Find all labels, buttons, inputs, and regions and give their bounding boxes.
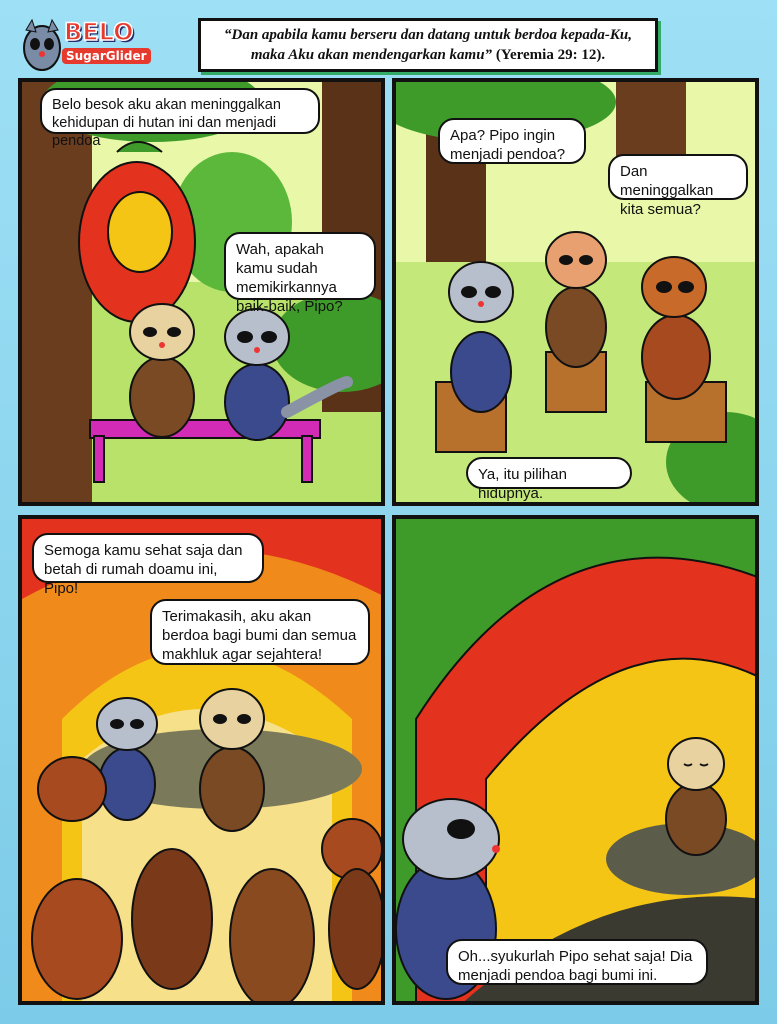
speech-bubble-chipmunk-1 xyxy=(438,118,586,164)
panel-4-scene xyxy=(396,519,759,1005)
speech-bubble-belo xyxy=(224,232,376,315)
panel-3 xyxy=(18,515,385,1005)
panel-1 xyxy=(18,78,385,506)
bubble-text: Semoga kamu sehat saja dan betah di rumah doamu ini, Pipo! xyxy=(44,542,243,597)
bubble-text: Dan meninggalkan kita semua? xyxy=(620,163,714,218)
scripture-quote xyxy=(209,25,647,65)
bubble-text: Terimakasih, aku akan berdoa bagi bumi dan semua makhluk agar sejahtera! xyxy=(162,608,357,663)
speech-bubble-chipmunk-2 xyxy=(608,154,748,218)
quote-reference: (Yeremia 29: 12). xyxy=(495,47,606,63)
bubble-text: Wah, apakah kamu sudah memikirkannya baik-baik, Pipo? xyxy=(236,241,343,315)
belo-glider xyxy=(97,698,157,820)
pipo-chipmunk xyxy=(200,689,264,831)
quote-text: “Dan apabila kamu berseru dan datang untuk berdoa kepada-Ku, maka Aku akan mendengarkan kamu” xyxy=(224,27,632,63)
speech-bubble-belo xyxy=(466,457,632,502)
pipo-chipmunk-praying xyxy=(666,738,726,855)
speech-bubble-belo xyxy=(446,939,708,985)
bubble-text: Apa? Pipo ingin menjadi pendoa? xyxy=(450,127,566,163)
logo-subtitle: SugarGlider xyxy=(62,48,151,64)
chipmunk-2 xyxy=(642,257,710,399)
panel-2 xyxy=(392,78,759,506)
pipo-chipmunk xyxy=(130,304,194,437)
logo-title: BELO xyxy=(64,18,134,46)
belo-logo xyxy=(20,18,147,76)
chipmunk-1 xyxy=(546,232,606,367)
speech-bubble-pipo xyxy=(150,599,370,665)
panel-4 xyxy=(392,515,759,1005)
speech-bubble-pipo xyxy=(40,88,320,149)
bubble-text: Ya, itu pilihan hidupnya. xyxy=(478,466,567,502)
bubble-text: Belo besok aku akan meninggalkan kehidupan di hutan ini dan menjadi pendoa xyxy=(52,97,281,149)
bubble-text: Oh...syukurlah Pipo sehat saja! Dia menjadi pendoa bagi bumi ini. xyxy=(458,948,693,984)
sugar-glider-logo-icon xyxy=(20,18,64,74)
speech-bubble-crowd xyxy=(32,533,264,597)
scripture-quote-box xyxy=(198,18,658,72)
